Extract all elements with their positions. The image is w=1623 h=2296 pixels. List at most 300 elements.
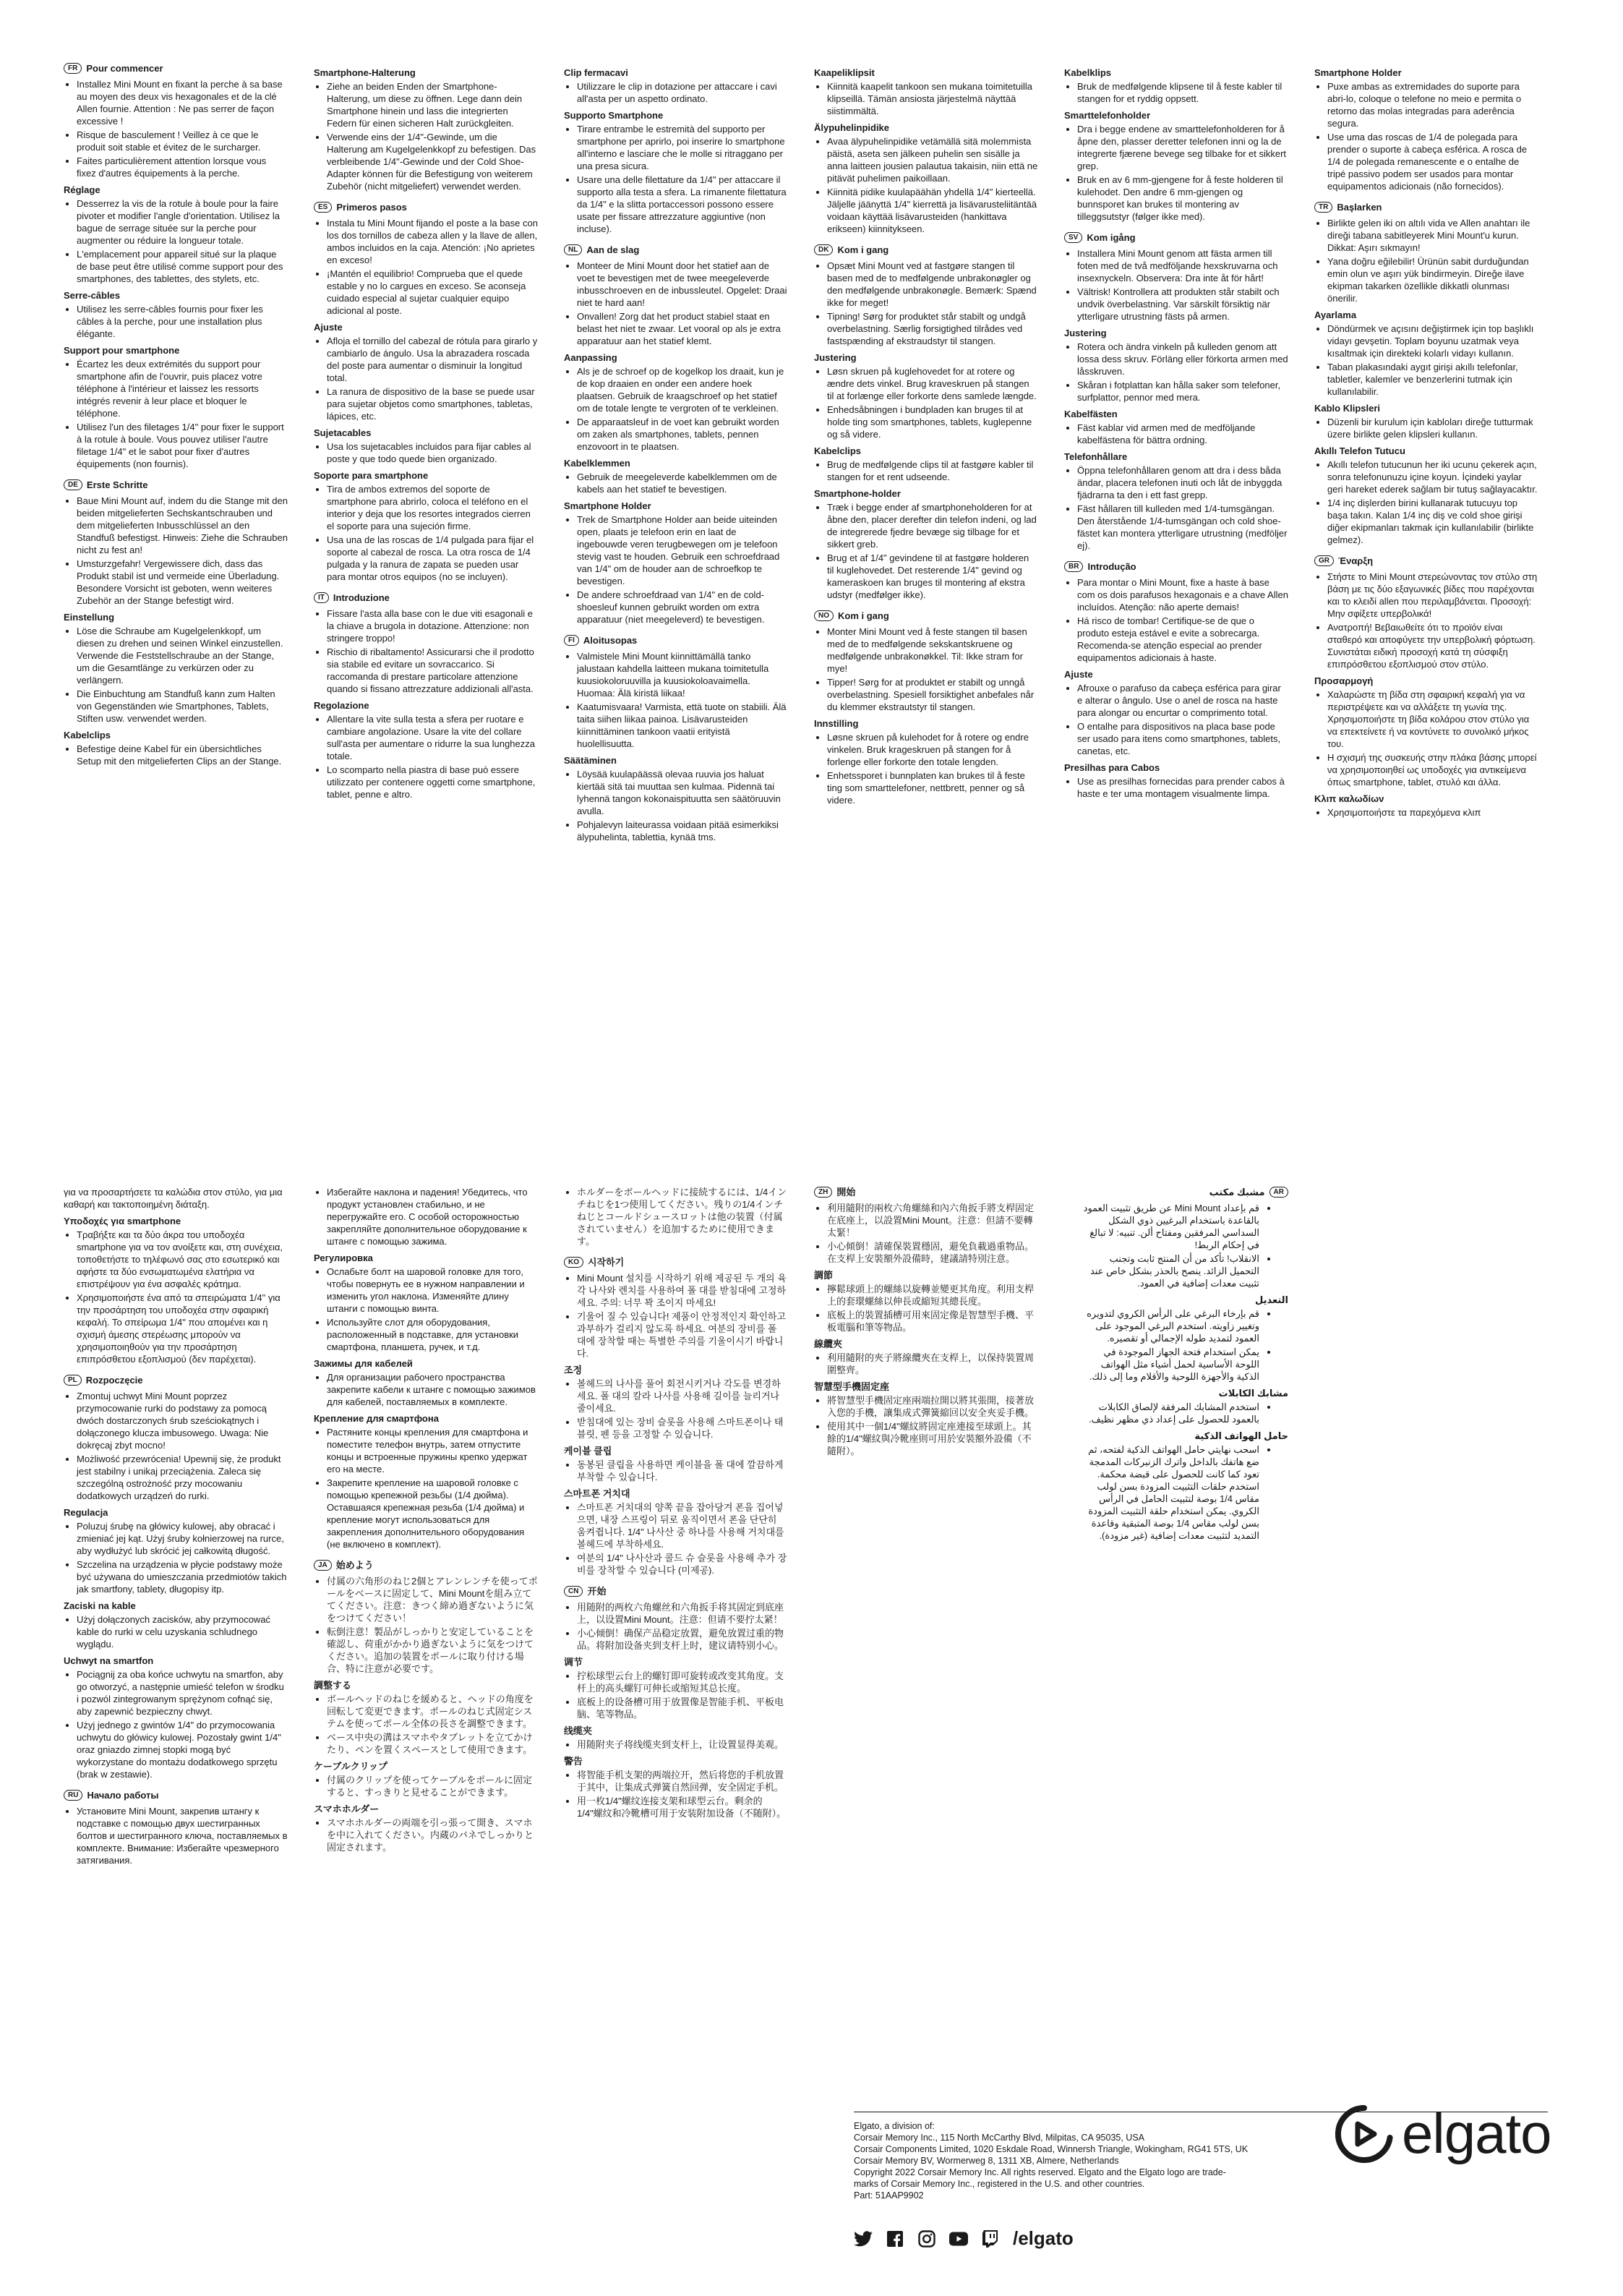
text-column [1064, 62, 1288, 846]
section-title: 開始 [836, 1187, 856, 1198]
bullet-item: • Fäst hållaren till kulleden med 1/4-tumsgängan. Den återstående 1/4-tumsgängan och cold shoe-fästet kan montera ytterligare utrustning (medföljer ej). [1077, 503, 1288, 552]
bullet-item: • Valmistele Mini Mount kiinnittämällä tanko jalustaan kahdella laitteen mukana toimitetulla kuusiokoloruuvilla ja kuusiokoloavaimella. Huomaa: Älä kiristä liikaa! [577, 650, 788, 699]
bullet-item: • Döndürmek ve açısını değiştirmek için top başlıklı vidayı gevşetin. Toplam boyunu uzatmak veya kısaltmak için direkteki kolarlı vidayı kullanın. [1327, 323, 1538, 359]
bullet-list [1064, 1443, 1288, 1542]
bullet-item: • 볼헤드의 나사를 풀어 회전시키거나 각도를 변경하세요. 폴 대의 칼라 나사를 사용해 길이를 늘리거나 줄이세요. [577, 1378, 788, 1414]
section-title: Kom igång [1087, 232, 1136, 243]
subsection-heading: Telefonhållare [1064, 451, 1128, 462]
bullet-list [564, 650, 788, 750]
bullet-item: • ホルダーをボールヘッドに接続するには、1/4インチねじを1つ使用してください。残りの1/4インチねじとコールドシュースロットは他の装置（付属されていません）を追加するために使用できます。 [577, 1186, 788, 1247]
imprint-line: Part: 51AAP9902 [854, 2190, 924, 2201]
bullet-item: • 使用其中一個1/4"螺紋將固定座連接至球頭上。其餘的1/4"螺紋與冷靴座則可用於安裝額外設備（不隨附）。 [827, 1420, 1038, 1457]
social-handle[interactable]: /elgato [1013, 2227, 1074, 2249]
imprint-line: Elgato, a division of: [854, 2121, 935, 2131]
bullet-item: • الانقلاب! تأكد من أن المنتج ثابت وتجنب التحميل الزائد. ينصح بالحذر بشكل خاص عند تثبيت معدات إضافية في العمود. [1077, 1252, 1259, 1289]
bullet-item: • Χαλαρώστε τη βίδα στη σφαιρική κεφαλή για να περιστρέψετε και να αλλάξετε τη γωνία της. Χρησιμοποιήστε τη βίδα κολάρου στον στύλο για να επεκτείνετε ή να κοντύνετε το συνολικό μήκος του. [1327, 688, 1538, 750]
bullet-list [64, 743, 288, 767]
bullet-item: • Écartez les deux extrémités du support pour smartphone afin de l'ouvrir, puis placez votre téléphone à l'intérieur et laissez les ressorts intégrés revenir à leur place et bloquer le téléphone. [77, 358, 288, 419]
bullet-list [314, 483, 538, 583]
subsection-heading: التعديل [1255, 1294, 1288, 1305]
bullet-item: • 小心倾倒！确保产品稳定放置，避免放置过重的物品。将附加设备夹到支杆上时，建议请特别小心。 [577, 1627, 788, 1652]
bullet-item: • 받침대에 있는 장비 슬롯을 사용해 스마트폰이나 태블릿, 펜 등을 고정할 수 있습니다. [577, 1416, 788, 1441]
bullet-item: • Растяните концы крепления для смартфона и поместите телефон внутрь, затем отпустите концы и встроенные пружины крепко удержат его на месте. [327, 1426, 538, 1475]
language-section-header [564, 1256, 788, 1268]
bullet-item: • Dra i begge endene av smarttelefonholderen for å åpne den, plasser deretter telefonen inni og la de integrerte fjærene bevege seg tilbake for et sikkert grep. [1077, 123, 1288, 172]
language-section-header [1064, 1186, 1288, 1198]
bullet-list [314, 1774, 538, 1798]
bullet-list [314, 440, 538, 465]
language-code-badge: ES [314, 202, 332, 213]
bullet-item: • Lo scomparto nella piastra di base può essere utilizzato per contenere oggetti come smartphone, tablet, penne e altro. [327, 764, 538, 801]
bullet-list [64, 1613, 288, 1650]
bullet-item: • 用随附的两枚六角螺丝和六角扳手将其固定到底座上，以设置Mini Mount。注意：但请不要拧太紧！ [577, 1601, 788, 1626]
language-code-badge: FI [564, 635, 579, 646]
bullet-item: • 用随附夹子将线缆夹到支杆上，让设置显得美观。 [577, 1738, 788, 1751]
language-code-badge: PL [64, 1375, 82, 1386]
bullet-item: • Allentare la vite sulla testa a sfera per ruotare e cambiare angolazione. Usare la vite del collare sull'asta per aumentare o ridurre la sua lunghezza totale. [327, 713, 538, 762]
subsection-heading: Регулировка [314, 1252, 373, 1263]
subsection-heading: 线缆夹 [564, 1725, 593, 1736]
language-code-badge: BR [1064, 561, 1083, 572]
subsection-heading: Soporte para smartphone [314, 470, 429, 481]
bullet-item: • Birlikte gelen iki on altılı vida ve Allen anahtarı ile direği tabana sabitleyerek Mini Mount'u kurun. Dikkat: Aşırı sıkmayın! [1327, 217, 1538, 254]
bullet-item: • Umsturzgefahr! Vergewissere dich, dass das Produkt stabil ist und vermeide eine Überladung. Besondere Vorsicht ist geboten, wenn weiteres Zubehör an der Stange befestigt wird. [77, 558, 288, 607]
bullet-list [814, 365, 1038, 440]
subsection-heading: Innstilling [814, 718, 859, 729]
bullet-list [1064, 422, 1288, 446]
bullet-item: • Løsne skruen på kulehodet for å rotere og endre vinkelen. Bruk krageskruen på stangen for å forlenge eller forkorte den totale lengden. [827, 731, 1038, 768]
language-section-header [314, 1559, 538, 1571]
bullet-item: • 스마트폰 거치대의 양쪽 끝을 잡아당겨 폰을 집어넣으면, 내장 스프링이 뒤로 움직이면서 폰을 단단히 움켜쥡니다. 1/4" 나사산 중 하나를 사용해 거치대를 볼헤드에 부착하세요. [577, 1501, 788, 1550]
language-section-header [1064, 231, 1288, 244]
bullet-item: • Bruk en av 6 mm-gjengene for å feste holderen til kulehodet. Den andre 6 mm-gjengen og bunnsporet kan brukes til montering av tilleggsutstyr (følger ikke med). [1077, 174, 1288, 223]
subsection-heading: Sujetacables [314, 427, 372, 438]
bullet-item: • Træk i begge ender af smartphoneholderen for at åbne den, placer derefter din telefon indeni, og lad de integrerede fjedre bevæge sig tilbage for et sikkert greb. [827, 501, 1038, 550]
bullet-item: • Pohjalevyn laiteurassa voidaan pitää esimerkiksi älypuhelinta, tablettia, kynää tms. [577, 819, 788, 843]
bullet-item: • Fäst kablar vid armen med de medföljande kabelfästena för bättra ordning. [1077, 422, 1288, 446]
bullet-list [1314, 571, 1538, 670]
bullet-item: • Use as presilhas fornecidas para prender cabos à haste e ter uma montagem visualmente limpa. [1077, 775, 1288, 800]
bullet-item: • Usare una delle filettature da 1/4" per attaccare il supporto alla testa a sfera. La rimanente filettatura da 1/4" e la slitta portaccessori possono essere usate per fissare attrezzature aggiuntive (non incluse). [577, 174, 788, 235]
bullet-list [314, 1817, 538, 1853]
language-code-badge: CN [564, 1586, 583, 1597]
bullet-list [1064, 1307, 1288, 1383]
subsection-heading: ケーブルクリップ [314, 1761, 388, 1772]
subsection-heading: Regolazione [314, 700, 369, 711]
bullet-item: • ボールヘッドのねじを緩めると、ヘッドの角度を回転して変更できます。ポールのねじ式固定システムを使ってポール全体の長さを調整できます。 [327, 1693, 538, 1730]
bullet-item: • Düzenli bir kurulum için kabloları direğe tutturmak üzere birlikte gelen klipsleri kullanın. [1327, 416, 1538, 440]
subsection-heading: Smartphone-holder [814, 488, 901, 499]
language-section-header [314, 592, 538, 604]
bullet-item: • Para montar o Mini Mount, fixe a haste à base com os dois parafusos hexagonais e a chave Allen incluídos. Atenção: não aperte demais! [1077, 576, 1288, 613]
bullet-list [564, 768, 788, 843]
language-code-badge: IT [314, 592, 329, 603]
section-title: Pour commencer [86, 63, 163, 74]
bullet-item: • ベース中央の溝はスマホやタブレットを立てかけたり、ペンを置くスペースとして使用できます。 [327, 1731, 538, 1756]
text-column [1064, 1186, 1288, 1869]
bullet-list [814, 458, 1038, 483]
language-code-badge: AR [1269, 1187, 1288, 1198]
subsection-heading: Réglage [64, 184, 100, 195]
language-section-header [1064, 560, 1288, 573]
bullet-list [314, 335, 538, 422]
bullet-item: • Taban plakasındaki aygıt girişi akıllı telefonlar, tabletler, kalemler ve benzerlerini tutmak için kullanılabilir. [1327, 361, 1538, 398]
language-code-badge: KO [564, 1257, 583, 1268]
bullet-list [314, 1575, 538, 1675]
bullet-item: • اسحب نهايتي حامل الهواتف الذكية لفتحه، ثم ضع هاتفك بالداخل واترك الزنبركات المدمجة تعود كما كانت للحصول على قبضة محكمة. استخدم حلقات التثبيت المزودة بسن لولب مقاس 1/4 بوصة لتثبيت الحامل في الرأس الكروي. يمكن استخدام حلقة التثبيت المزودة بسن لولب مقاس 1/4 بوصة المتبقية وقاعدة التمديد لتثبيت معدات إضافية (غير مزودة). [1077, 1443, 1259, 1542]
subsection-heading: 警告 [564, 1756, 583, 1767]
subsection-heading: Regulacja [64, 1507, 108, 1518]
bullet-item: • Закрепите крепление на шаровой головке с помощью крепежной резьбы (1/4 дюйма). Оставшаяся крепежная резьба (1/4 дюйма) и крепление могут использоваться для закрепления дополнительного оборудования (не включено в комплект). [327, 1477, 538, 1550]
subsection-heading: Smartphone Holder [564, 500, 651, 511]
bullet-list [564, 1459, 788, 1483]
bullet-item: • Verwende eins der 1/4"-Gewinde, um die Halterung am Kugelgelenkkopf zu befestigen. Das verbleibende 1/4"-Gewinde und der Cold Shoe-Adapter können für die Befestigung von weiterem Zubehör (nicht mitgeliefert) verwendet werden. [327, 131, 538, 192]
bullet-list [64, 197, 288, 285]
bullet-list [314, 1266, 538, 1353]
bullet-list [64, 1805, 288, 1866]
instagram-icon[interactable] [917, 2229, 936, 2248]
bullet-item: • Yana doğru eğilebilir! Ürünün sabit durduğundan emin olun ve aşırı yük bindirmeyin. Direğe ilave ekipman takarken özellikle dikkatli olunması önerilir. [1327, 255, 1538, 304]
bullet-list [1314, 416, 1538, 440]
section-title: Aan de slag [586, 244, 640, 255]
bullet-list [314, 607, 538, 695]
subsection-heading: Kabelfästen [1064, 409, 1118, 419]
bullet-item: • Vältrisk! Kontrollera att produkten står stabilt och undvik överbelastning. Var särskilt försiktig när ytterligare utrustning fästs på armen. [1077, 286, 1288, 323]
language-section-header [814, 244, 1038, 256]
subsection-heading: 스마트폰 거치대 [564, 1488, 630, 1499]
bullet-item: • Onvallen! Zorg dat het product stabiel staat en belast het niet te zwaar. Let vooral op als je extra apparatuur aan het statief klemt. [577, 310, 788, 347]
bullet-list [564, 260, 788, 347]
language-section-header [1314, 201, 1538, 213]
subsection-heading: Υποδοχές για smartphone [64, 1216, 181, 1226]
bullet-list [64, 625, 288, 725]
language-section-header [814, 1186, 1038, 1198]
bullet-item: • Afrouxe o parafuso da cabeça esférica para girar e alterar o ângulo. Use o anel de rosca na haste para alongar ou encurtar o comprimento total. [1077, 682, 1288, 719]
bullet-item: • Użyj dołączonych zacisków, aby przymocować kable do rurki w celu uzyskania schludnego wyglądu. [77, 1613, 288, 1650]
language-code-badge: TR [1314, 202, 1332, 213]
bullet-item: • スマホホルダーの両端を引っ張って開き、スマホを中に入れてください。内蔵のバネでしっかりと固定されます。 [327, 1817, 538, 1853]
bullet-item: • Możliwość przewrócenia! Upewnij się, że produkt jest stabilny i unikaj przeciążenia. Zaleca się szczególną ostrożność przy mocowaniu dodatkowych urządzeń do rurki. [77, 1453, 288, 1502]
bullet-item: • Kiinnitä pidike kuulapäähän yhdellä 1/4" kierteellä. Jäljelle jäänyttä 1/4" kierrettä ja lisävarusteliitäntää voidaan käyttää lisävarusteiden (hankittava erikseen) kiinnitykseen. [827, 186, 1038, 235]
subsection-heading: Крепление для смартфона [314, 1413, 439, 1424]
language-section-header [314, 201, 538, 213]
text-column [564, 62, 788, 846]
bullet-item: • Skåran i fotplattan kan hålla saker som telefoner, surfplattor, pennor med mera. [1077, 379, 1288, 404]
bullet-item: • Τραβήξτε και τα δύο άκρα του υποδοχέα smartphone για να τον ανοίξετε και, στη συνέχεια, τοποθετήστε το τηλέφωνό σας στο εσωτερικό και αφήστε τα δύο ενσωματωμένα ελατήρια να επιστρέψουν για ένα ασφαλές κράτημα. [77, 1229, 288, 1290]
bullet-item: • Öppna telefonhållaren genom att dra i dess båda ändar, placera telefonen inuti och låt de inbyggda fjädrarna ta den i ett fast grepp. [1077, 464, 1288, 501]
bullet-list [314, 713, 538, 801]
bullet-item: • 付属の六角形のねじ2個とアレンレンチを使ってポールをベースに固定して、Mini Mountを組み立ててください。注意：きつく締め過ぎないように気をつけてください！ [327, 1575, 538, 1624]
subsection-heading: Support pour smartphone [64, 345, 180, 356]
subsection-heading: Clip fermacavi [564, 67, 628, 78]
bullet-list [814, 501, 1038, 601]
bullet-item: • Monter Mini Mount ved å feste stangen til basen med de to medfølgende sekskantskruene og medfølgende unbrakonøkkel. Til: Ikke stram for mye! [827, 626, 1038, 675]
bullet-item: • Fissare l'asta alla base con le due viti esagonali e la chiave a brugola in dotazione. Attenzione: non stringere troppo! [327, 607, 538, 644]
bullet-item: • Löse die Schraube am Kugelgelenkkopf, um diesen zu drehen und seinen Winkel einzustellen. Verwende die Feststellschraube an der Stange, um die Gesamtlänge zu verkürzen oder zu verlängern. [77, 625, 288, 686]
bullet-item: • Instala tu Mini Mount fijando el poste a la base con los dos tornillos de cabeza allen y la llave de allen, ambos incluidos en la caja. Atención: ¡No aprietes en exceso! [327, 217, 538, 266]
elgato-logo [1334, 2101, 1551, 2167]
language-code-badge: DE [64, 479, 82, 490]
subsection-heading: 調整する [314, 1680, 352, 1691]
bullet-item: • Monteer de Mini Mount door het statief aan de voet te bevestigen met de twee meegeleverde inbusschroeven en de inbussleutel. Opgelet: Draai niet te hard aan! [577, 260, 788, 309]
bullet-list [564, 365, 788, 453]
language-code-badge: NO [814, 610, 834, 621]
imprint-line: Copyright 2022 Corsair Memory Inc. All rights reserved. Elgato and the Elgato logo are trade- [854, 2167, 1226, 2177]
subsection-heading: Älypuhelinpidike [814, 122, 890, 133]
section-title: Начало работы [87, 1790, 159, 1801]
bullet-item: • قم بإرخاء البرغي على الرأس الكروي لتدويره وتغيير زاويته. استخدم البرغي الموجود على العمود لتمديد طوله الإجمالي أو تقصيره. [1077, 1307, 1259, 1344]
section-title: Aloitusopas [583, 635, 638, 646]
section-title: Erste Schritte [86, 479, 148, 490]
subsection-heading: Ayarlama [1314, 310, 1357, 320]
text-column [64, 62, 288, 846]
bullet-item: • 小心傾倒！請確保裝置穩固，避免負載過重物品。在支桿上安裝額外設備時，建議請特別注意。 [827, 1240, 1038, 1265]
bullet-item: • Mini Mount 설치를 시작하기 위해 제공된 두 개의 육각 나사와 렌치를 사용하여 폴 대를 받침대에 고정하세요. 주의: 너무 꽉 조이지 마세요! [577, 1272, 788, 1309]
bullet-item: • Tira de ambos extremos del soporte de smartphone para abrirlo, coloca el teléfono en el interior y deja que los resortes integrados cierren el soporte para una sujeción firme. [327, 483, 538, 532]
bullet-item: • Installez Mini Mount en fixant la perche à sa base au moyen des deux vis hexagonales et de la clé Allen fournie. Attention : Ne pas serrer de façon excessive ! [77, 78, 288, 127]
bullet-item: • Η σχισμή της συσκευής στην πλάκα βάσης μπορεί να χρησιμοποιηθεί ως υποδοχές για αντικείμενα όπως smartphone, tablet, στυλό και άλλα. [1327, 751, 1538, 788]
bullet-item: • Ziehe an beiden Enden der Smartphone-Halterung, um diese zu öffnen. Lege dann dein Smartphone hinein und lass die integrierten Federn für einen sicheren Halt zurückgleiten. [327, 80, 538, 129]
bullet-list [64, 1390, 288, 1502]
bullet-list [564, 471, 788, 495]
bullet-item: • Kiinnitä kaapelit tankoon sen mukana toimitetuilla klipseillä. Tämän ansiosta järjestelmä näyttää siistimmältä. [827, 80, 1038, 117]
language-section-header [64, 62, 288, 74]
bullet-list [1064, 775, 1288, 800]
bullet-item: • Risque de basculement ! Veillez à ce que le produit soit stable et évitez de le surcharger. [77, 129, 288, 153]
subsection-heading: حامل الهواتف الذكية [1194, 1430, 1288, 1441]
section-title: Introdução [1087, 561, 1136, 572]
language-code-badge: JA [314, 1560, 332, 1571]
language-code-badge: FR [64, 63, 82, 74]
subsection-heading: Kaapeliklipsit [814, 67, 875, 78]
bullet-list [564, 1501, 788, 1576]
bullet-item: • Baue Mini Mount auf, indem du die Stange mit den beiden mitgelieferten Sechskantschrauben und dem mitgelieferten Inbusschlüssel an den Standfuß befestigst. Hinweis: Ziehe die Schrauben nicht zu fest an! [77, 495, 288, 556]
bullet-list [564, 1769, 788, 1819]
subsection-heading: Uchwyt na smartfon [64, 1655, 154, 1666]
bullet-list [564, 1186, 788, 1247]
bullet-list [1064, 341, 1288, 404]
bullet-item: • Tipper! Sørg for at produktet er stabilt og unngå overbelastning. Spesiell forsiktighet anbefales når du klemmer ekstrautstyr til stangen. [827, 676, 1038, 713]
bullet-item: • Ослабьте болт на шаровой головке для того, чтобы повернуть ее в нужном направлении и изменить угол наклона. Изменяйте длину штанги с помощью винта. [327, 1266, 538, 1315]
bullet-list [564, 80, 788, 105]
subsection-heading: Κλιπ καλωδίων [1314, 793, 1384, 804]
language-code-badge: ZH [814, 1187, 832, 1198]
bullet-list [564, 123, 788, 235]
bullet-item: • Opsæt Mini Mount ved at fastgøre stangen til basen med de to medfølgende unbrakonøgler og den medfølgende unbrakonøgle. Bemærk: Spænd ikke for meget! [827, 260, 1038, 309]
text-column [1314, 62, 1538, 846]
elgato-wordmark: elgato [1402, 2101, 1551, 2165]
bullet-list [814, 135, 1038, 235]
bullet-item: • Poluzuj śrubę na główicy kulowej, aby obracać i zmieniać jej kąt. Użyj śruby kołnierzowej na rurce, aby wydłużyć lub skrócić jej całkowitą długość. [77, 1520, 288, 1557]
bullet-item: • Kaatumisvaara! Varmista, että tuote on stabiili. Älä taita siihen liikaa painoa. Lisävarusteiden kiinnittäminen tankoon vaatii erityistä huolellisuutta. [577, 701, 788, 750]
bullet-list [814, 731, 1038, 806]
section-title: 始めよう [335, 1560, 374, 1571]
bullet-item: • Χρησιμοποιήστε ένα από τα σπειρώματα 1/4" για την προσάρτηση του υποδοχέα στην σφαιρική κεφαλή. Το σπείρωμα 1/4" που απομένει και η σχισμή άμεσης στερέωσης μπορούν να χρησιμοποιηθούν για την προσάρτηση επιπρόσθετου εξοπλισμού (δεν παρέχεται). [77, 1292, 288, 1365]
subsection-heading: スマホホルダー [314, 1804, 380, 1814]
bullet-item: • Puxe ambas as extremidades do suporte para abri-lo, coloque o telefone no meio e permita o retorno das molas integradas para aderência segura. [1327, 80, 1538, 129]
bullet-item: • 付属のクリップを使ってケーブルをポールに固定すると、すっきりと見せることができます。 [327, 1774, 538, 1798]
bullet-item: • ¡Mantén el equilibrio! Comprueba que el quede estable y no lo cargues en exceso. Se aconseja cuidado especial al sujetar cualquier equipo adicional al poste. [327, 268, 538, 317]
text-column [564, 1186, 788, 1869]
imprint-line: Corsair Components Limited, 1020 Eskdale Road, Winnersh Triangle, Wokingham, RG41 5TS, UK [854, 2144, 1249, 2154]
bullet-list [814, 1202, 1038, 1265]
subsection-heading: Smarttelefonholder [1064, 110, 1151, 121]
text-column [64, 1186, 288, 1869]
subsection-heading: Aanpassing [564, 352, 617, 363]
bullet-item: • Rischio di ribaltamento! Assicurarsi che il prodotto sia stabile ed evitare un sovraccarico. Si raccomanda di prestare particolare attenzione quando si fissano attrezzature addizionali all'asta. [327, 646, 538, 695]
paragraph: για να προσαρτήσετε τα καλώδια στον στύλο, για μια καθαρή και τακτοποιημένη διάταξη. [64, 1187, 283, 1210]
subsection-heading: 調節 [814, 1270, 834, 1281]
bullet-item: • Faites particulièrement attention lorsque vous fixez d'autres équipements à la perche. [77, 155, 288, 179]
bullet-list [1314, 80, 1538, 192]
language-section-header [64, 1789, 288, 1801]
imprint-line: Corsair Memory Inc., 115 North McCarthy Blvd, Milpitas, CA 95035, USA [854, 2133, 1144, 2143]
bullet-item: • 利用隨附的夾子將線纜夾在支桿上，以保持裝置周圍整齊。 [827, 1352, 1038, 1376]
subsection-heading: 智慧型手機固定座 [814, 1381, 890, 1392]
bullet-list [814, 80, 1038, 117]
facebook-icon[interactable] [886, 2229, 904, 2248]
bullet-item: • Enhetssporet i bunnplaten kan brukes til å feste ting som smarttelefoner, nettbrett, penner og så videre. [827, 769, 1038, 806]
subsection-heading: Smartphone-Halterung [314, 67, 416, 78]
bullet-list [1064, 682, 1288, 757]
bullet-item: • Χρησιμοποιήστε τα παρεχόμενα κλιπ [1327, 806, 1538, 819]
bullet-list [64, 1229, 288, 1365]
subsection-heading: Säätäminen [564, 755, 617, 766]
subsection-heading: Einstellung [64, 612, 115, 623]
bullet-item: • Zmontuj uchwyt Mini Mount poprzez przymocowanie rurki do podstawy za pomocą dwóch dostarczonych śrub sześciokątnych i dołączonego klucza imbusowego. Uwaga: Nie dokręcaj zbyt mocno! [77, 1390, 288, 1451]
bullet-item: • Desserrez la vis de la rotule à boule pour la faire pivoter et modifier l'angle d'orientation. Utilisez la bague de serrage située sur la perche pour augmenter ou réduire la longueur totale. [77, 197, 288, 247]
text-column [314, 1186, 538, 1869]
bullet-item: • 여분의 1/4" 나사산과 콜드 슈 슬롯을 사용해 추가 장비를 장착할 수 있습니다 (미제공). [577, 1552, 788, 1576]
bullet-list [64, 358, 288, 470]
bullet-item: • Die Einbuchtung am Standfuß kann zum Halten von Gegenständen wie Smartphones, Tablets, Stiften usw. verwendet werden. [77, 688, 288, 725]
bullet-item: • Tipning! Sørg for produktet står stabilt og undgå overbelastning. Særlig forsigtighed tilrådes ved fastspænding af ekstraudstyr til stangen. [827, 310, 1038, 347]
bullet-item: • Szczelina na urządzenia w płycie podstawy może być używana do umieszczania przedmiotów takich jak smartfony, tablety, długopisy itp. [77, 1558, 288, 1595]
bullet-item: • 동봉된 클립을 사용하면 케이블을 폴 대에 깔끔하게 부착할 수 있습니다. [577, 1459, 788, 1483]
bullet-list [814, 260, 1038, 347]
bullet-item: • يمكن استخدام فتحة الجهاز الموجودة في اللوحة الأساسية لحمل أشياء مثل الهواتف الذكية والأجهزة اللوحية والأقلام وما إلى ذلك. [1077, 1346, 1259, 1383]
bullet-list [1314, 323, 1538, 398]
section-title: 시작하기 [588, 1257, 625, 1268]
bullet-item: • Brug de medfølgende clips til at fastgøre kabler til stangen for et rent udseende. [827, 458, 1038, 483]
bullet-item: • Utilizzare le clip in dotazione per attaccare i cavi all'asta per un aspetto ordinato. [577, 80, 788, 105]
bullet-item: • 用一枚1/4"螺纹连接支架和球型云台。剩余的1/4"螺纹和冷靴槽可用于安装附加设备（不随附）。 [577, 1795, 788, 1819]
language-code-badge: DK [814, 244, 833, 255]
bullet-item: • Há risco de tombar! Certifique-se de que o produto esteja estável e evite a sobrecarga. Recomenda-se atenção especial ao prender equipamentos adicionais à haste. [1077, 615, 1288, 664]
bullet-item: • Als je de schroef op de kogelkop los draait, kun je de kop draaien en onder een andere hoek plaatsen. Gebruik de kraagschroef op het statief om de totale lengte te vergroten of te verkleinen. [577, 365, 788, 414]
bullet-list [814, 626, 1038, 713]
section-title: Kom i gang [838, 610, 889, 621]
bullet-list [1064, 123, 1288, 223]
bullet-list [64, 78, 288, 179]
bullet-item: • Usa los sujetacables incluidos para fijar cables al poste y que todo quede bien organizado. [327, 440, 538, 465]
bullet-item: • 1/4 inç dişlerden birini kullanarak tutucuyu top başa takın. Kalan 1/4 inç diş ve cold shoe girişi diğer ekipmanları takmak için kullanılabilir (birlikte gelmez). [1327, 497, 1538, 546]
section-title: مشبك مكتب [1209, 1187, 1265, 1198]
subsection-heading: Зажимы для кабелей [314, 1358, 413, 1369]
bullet-list [814, 1394, 1038, 1457]
twitter-icon[interactable] [854, 2229, 873, 2248]
bullet-item: • 底板上的设备槽可用于放置像是智能手机、平板电脑、笔等物品。 [577, 1696, 788, 1720]
bullet-item: • Bruk de medfølgende klipsene til å feste kabler til stangen for et ryddig oppsett. [1077, 80, 1288, 105]
section-title: Introduzione [333, 592, 390, 603]
bullet-item: • 拧松球型云台上的螺钉即可旋转或改变其角度。支杆上的高头螺钉可伸长或缩短其总长度。 [577, 1670, 788, 1694]
subsection-heading: 케이블 클립 [564, 1446, 612, 1456]
bullet-item: • Brug et af 1/4" gevindene til at fastgøre holderen til kuglehovedet. Det resterende 1/4" gevind og kameraskoen kan bruges til montering af ekstra udstyr (medfølger ikke). [827, 552, 1038, 601]
section-title: Primeros pasos [336, 202, 407, 213]
twitch-icon[interactable] [981, 2229, 1000, 2248]
section-title: Rozpoczęcie [85, 1375, 143, 1386]
bullet-list [64, 495, 288, 607]
bullet-list [564, 1601, 788, 1652]
bullet-item: • Use uma das roscas de 1/4 de polegada para prender o suporte à cabeça esférica. A rosca de 1/4 de polegada remanescente e o entalhe de tripé passivo podem ser usados para montar equipamentos adicionais (não fornecidos). [1327, 131, 1538, 192]
bullet-item: • Usa una de las roscas de 1/4 pulgada para fijar el soporte al cabezal de rosca. La otra rosca de 1/4 pulgada y la ranura de zapata se pueden usar para montar otros equipos (no se incluyen). [327, 534, 538, 583]
language-code-badge: NL [564, 244, 582, 255]
bullet-item: • Rotera och ändra vinkeln på kulleden genom att lossa dess skruv. Förläng eller förkorta armen med låsskruven. [1077, 341, 1288, 377]
columns-top [64, 62, 1538, 846]
bullet-item: • 기울어 질 수 있습니다! 제품이 안정적인지 확인하고 과부하가 걸리지 않도록 하세요. 여분의 장비를 폴 대에 장착할 때는 특별한 주의를 기울이시기 바랍니다. [577, 1310, 788, 1360]
bullet-item: • De apparaatsleuf in de voet kan gebruikt worden om zaken als smartphones, tablets, pennen enzovoort in te plaatsen. [577, 416, 788, 453]
bullet-list [1064, 576, 1288, 664]
bullet-item: • Στήστε το Mini Mount στερεώνοντας τον στύλο στη βάση με τις δύο εξαγωνικές βίδες που παρέχονται και το κλειδί allen που περιλαμβάνεται. Προσοχή: Μην σφίξετε υπερβολικά! [1327, 571, 1538, 620]
bullet-item: • 底板上的裝置插槽可用來固定像是智慧型手機、平板電腦和筆等物品。 [827, 1309, 1038, 1333]
bullet-item: • Løsn skruen på kuglehovedet for at rotere og ændre dets vinkel. Brug kraveskruen på stangen til at forlænge eller forkorte dens samlede længde. [827, 365, 1038, 402]
bullet-list [1314, 458, 1538, 546]
language-code-badge: RU [64, 1790, 82, 1801]
bullet-list [1064, 1202, 1288, 1289]
subsection-heading: Akıllı Telefon Tutucu [1314, 445, 1405, 456]
bullet-item: • 将智能手机支架的两端拉开，然后将您的手机放置于其中，让集成式弹簧自然回弹，安全固定手机。 [577, 1769, 788, 1793]
language-section-header [564, 1585, 788, 1597]
bullet-item: • 將智慧型手機固定座兩端拉開以將其張開，接著放入您的手機，讓集成式彈簧縮回以安全夾妥手機。 [827, 1394, 1038, 1419]
bullet-list [564, 1378, 788, 1441]
bullet-item: • قم بإعداد Mini Mount عن طريق تثبيت العمود بالقاعدة باستخدام البرغيين ذوي الشكل السداسي المرفقين ومفتاح ألن. تنبيه: لا تبالغ في إحكام الربط! [1077, 1202, 1259, 1251]
section-title: Başlarken [1337, 202, 1382, 213]
bullet-list [314, 1693, 538, 1756]
subsection-heading: Ajuste [1064, 669, 1093, 680]
youtube-icon[interactable] [949, 2229, 968, 2248]
subsection-heading: مشابك الكابلات [1218, 1388, 1288, 1399]
bullet-list [1064, 247, 1288, 323]
bullet-item: • 擰鬆球頭上的螺絲以旋轉並變更其角度。利用支桿上的套環螺絲以伸長或縮短其總長度。 [827, 1283, 1038, 1307]
bullet-item: • Löysää kuulapäässä olevaa ruuvia jos haluat kiertää sitä tai muuttaa sen kulmaa. Pidennä tai lyhennä tangon kokonaispituutta sen säätöruuvin avulla. [577, 768, 788, 817]
bullet-list [564, 513, 788, 626]
bullet-list [314, 1371, 538, 1408]
subsection-heading: Kabelklemmen [564, 458, 630, 469]
bullet-item: • Enhedsåbningen i bundpladen kan bruges til at holde ting som smartphones, tablets, kuglepenne og så videre. [827, 404, 1038, 440]
subsection-heading: Justering [1064, 328, 1107, 338]
social-links [854, 2227, 1074, 2250]
columns-bottom [64, 1186, 1288, 1869]
bullet-item: • Avaa älypuhelinpidike vetämällä sitä molemmista päistä, aseta sen jälkeen puhelin sen sisälle ja anna laitteen jousien palautua takaisin, niin että ne pitävät puhelimen paikoillaan. [827, 135, 1038, 184]
bullet-list [1314, 688, 1538, 788]
bullet-list [64, 303, 288, 340]
text-column [814, 1186, 1038, 1869]
language-section-header [1314, 555, 1538, 567]
subsection-heading: 線纜夾 [814, 1339, 843, 1349]
text-column [314, 62, 538, 846]
bullet-item: • O entalhe para dispositivos na placa base pode ser usado para itens como smartphones, tablets, canetas, etc. [1077, 720, 1288, 757]
bullet-item: • L'emplacement pour appareil situé sur la plaque de base peut être utilisé comme support pour des smartphones, des tablettes, des stylets, etc. [77, 248, 288, 285]
section-title: Έναρξη [1338, 555, 1374, 566]
bullet-item: • Для организации рабочего пространства закрепите кабели к штанге с помощью зажимов для кабелей, поставляемых в комплекте. [327, 1371, 538, 1408]
language-code-badge: SV [1064, 232, 1082, 243]
bullet-list [1064, 1401, 1288, 1425]
imprint [854, 2120, 1259, 2201]
section-title: Kom i gang [837, 244, 889, 255]
subsection-heading: Προσαρμογή [1314, 675, 1374, 686]
bullet-list [564, 1738, 788, 1751]
bullet-item: • Trek de Smartphone Holder aan beide uiteinden open, plaats je telefoon erin en laat de ingebouwde veren terugbewegen om je telefoon stevig vast te houden. Gebruik een schroefdraad van 1/4" om de houder aan de schroefkop te bevestigen. [577, 513, 788, 587]
